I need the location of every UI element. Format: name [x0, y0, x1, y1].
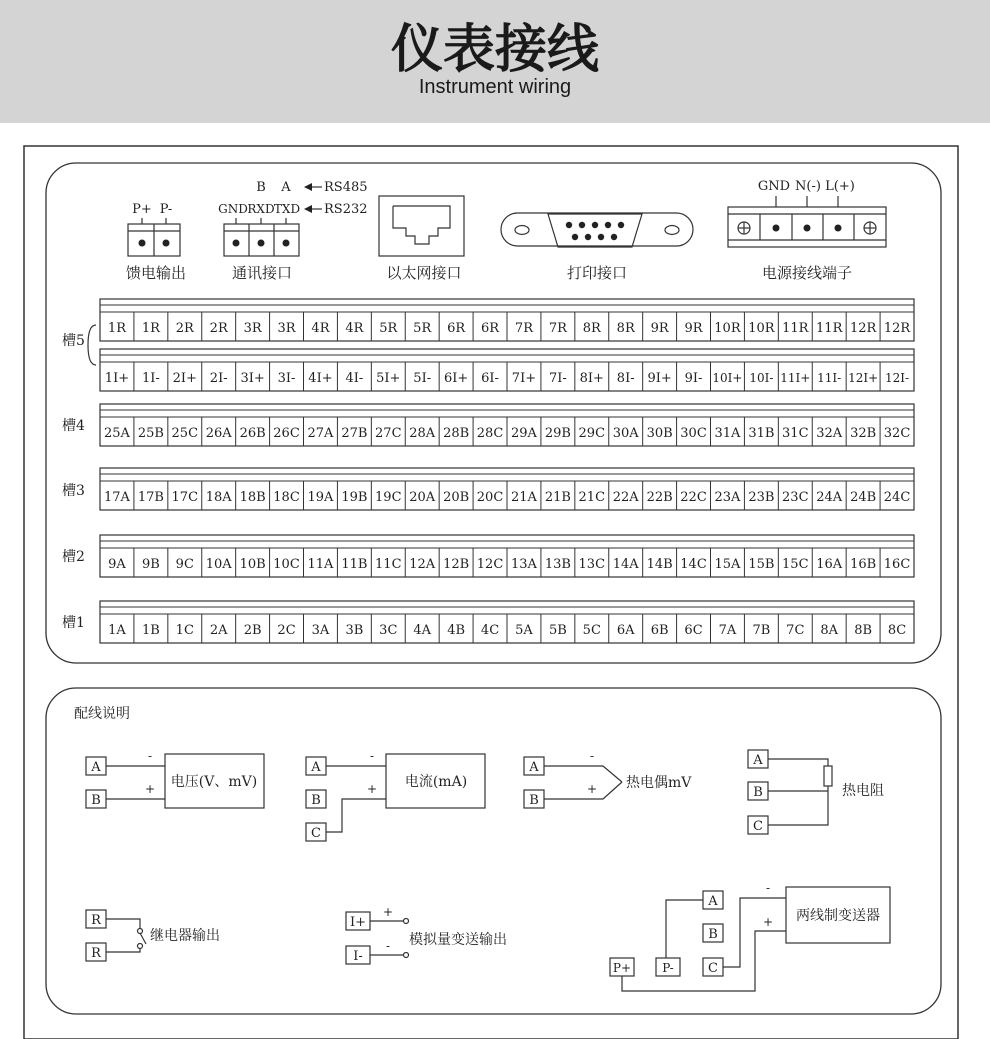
terminal-cell: 1I+: [104, 371, 130, 386]
slot-label: 槽3: [62, 483, 85, 499]
terminal-cell: 31C: [782, 426, 809, 441]
slot-label: 槽4: [62, 418, 85, 434]
terminal-cell: 8B: [854, 623, 873, 638]
terminal-cell: 12A: [409, 557, 436, 572]
terminal-cell: 10A: [205, 557, 232, 572]
terminal-cell: 1R: [141, 321, 160, 336]
svg-text:-: -: [369, 749, 375, 763]
terminal-cell: 6I-: [481, 371, 499, 386]
terminal-cell: 5C: [582, 623, 601, 638]
terminal-cell: 4R: [311, 321, 330, 336]
terminal-cell: 4A: [413, 623, 432, 638]
terminal-cell: 5I-: [413, 371, 432, 386]
slot-label: 槽1: [62, 615, 85, 631]
thermocouple-label: 热电偶mV: [626, 775, 692, 791]
terminal-cell: 12R: [883, 321, 911, 336]
terminal-cell: 24B: [850, 490, 877, 505]
pin-label: N(-): [795, 179, 821, 194]
svg-text:-: -: [147, 749, 153, 763]
terminal-cell: 3I-: [277, 371, 296, 386]
terminal-cell: 20A: [409, 490, 436, 505]
relay-label: 继电器输出: [150, 928, 220, 944]
pin-label: TXD: [273, 202, 301, 216]
terminal-cell: 7R: [514, 321, 533, 336]
terminal-label: A: [91, 760, 101, 775]
svg-text:C: C: [708, 961, 718, 976]
terminal-cell: 10B: [239, 557, 266, 572]
svg-text:-: -: [589, 749, 595, 763]
rs485-pin-b: B: [256, 180, 266, 195]
terminal-cell: 5I+: [376, 371, 401, 386]
terminal-cell: 23A: [714, 490, 741, 505]
svg-text:+: +: [586, 782, 598, 796]
terminal-cell: 12I-: [885, 371, 910, 385]
terminal-cell: 9R: [650, 321, 669, 336]
svg-text:A: A: [708, 894, 718, 909]
terminal-cell: 4I-: [345, 371, 364, 386]
terminal-cell: 4B: [447, 623, 466, 638]
terminal-cell: 5R: [413, 321, 432, 336]
voltage-label: 电压(V、mV): [170, 774, 258, 790]
rs485-pin-a: A: [281, 180, 291, 195]
terminal-cell: 11R: [816, 321, 843, 336]
legend-panel: [46, 688, 941, 1014]
terminal-cell: 11B: [341, 557, 368, 572]
rs485-label: RS485: [324, 180, 368, 195]
terminal-cell: 21C: [578, 490, 606, 505]
pin-label: P+: [132, 202, 152, 217]
terminal-cell: 4C: [480, 623, 500, 638]
terminal-cell: 30A: [612, 426, 639, 441]
terminal-cell: 7A: [718, 623, 737, 638]
terminal-cell: 25B: [137, 426, 164, 441]
terminal-cell: 7B: [752, 623, 771, 638]
terminal-cell: 10R: [714, 321, 741, 336]
terminal-cell: 25A: [103, 426, 130, 441]
terminal-cell: 11C: [375, 557, 402, 572]
rtd-wiring: [748, 750, 884, 834]
terminal-cell: 11I-: [817, 371, 842, 385]
terminal-cell: 30C: [680, 426, 707, 441]
terminal-cell: 10C: [273, 557, 300, 572]
terminal-strips: [62, 299, 914, 643]
terminal-cell: 30B: [646, 426, 673, 441]
terminal-cell: 10R: [748, 321, 775, 336]
svg-text:C: C: [753, 819, 763, 834]
terminal-cell: 14C: [680, 557, 707, 572]
terminal-cell: 26B: [239, 426, 266, 441]
terminal-cell: 1R: [107, 321, 126, 336]
terminal-cell: 18C: [273, 490, 300, 505]
svg-text:+: +: [762, 915, 774, 929]
terminal-cell: 8I+: [579, 371, 604, 386]
terminal-cell: 2B: [243, 623, 262, 638]
terminal-cell: 1A: [108, 623, 126, 638]
terminal-cell: 15B: [748, 557, 775, 572]
rtd-label: 热电阻: [842, 783, 884, 799]
terminal-cell: 20C: [476, 490, 504, 505]
terminal-cell: 12I+: [848, 371, 879, 385]
terminal-cell: 1I-: [141, 371, 160, 386]
terminal-cell: 9R: [684, 321, 703, 336]
terminal-cell: 32B: [850, 426, 877, 441]
terminal-cell: 13C: [578, 557, 606, 572]
terminal-cell: 24A: [816, 490, 843, 505]
relay-wiring: [86, 910, 220, 961]
svg-text:P+: P+: [612, 961, 632, 975]
terminal-cell: 3R: [277, 321, 296, 336]
terminal-cell: 19A: [307, 490, 334, 505]
pin-label: RXD: [247, 202, 275, 216]
svg-text:B: B: [311, 793, 321, 808]
terminal-cell: 7I+: [511, 371, 537, 386]
terminal-cell: 3R: [243, 321, 262, 336]
terminal-cell: 31B: [748, 426, 775, 441]
terminal-cell: 19B: [341, 490, 368, 505]
slot-label: 槽5: [62, 333, 85, 349]
svg-text:+: +: [366, 782, 378, 796]
terminal-cell: 22C: [680, 490, 707, 505]
terminal-cell: 3I+: [240, 371, 265, 386]
terminal-cell: 5B: [548, 623, 567, 638]
svg-text:B: B: [753, 785, 763, 800]
terminal-cell: 6R: [447, 321, 466, 336]
terminal-cell: 12B: [443, 557, 470, 572]
terminal-cell: 6B: [650, 623, 669, 638]
ethernet-port: [379, 196, 464, 282]
terminal-cell: 15C: [782, 557, 809, 572]
terminal-cell: 26A: [205, 426, 232, 441]
terminal-cell: 21B: [544, 490, 571, 505]
terminal-cell: 21A: [510, 490, 537, 505]
terminal-cell: 32A: [816, 426, 843, 441]
terminal-cell: 6C: [684, 623, 703, 638]
terminal-cell: 27C: [375, 426, 402, 441]
terminal-cell: 16B: [850, 557, 877, 572]
terminal-cell: 3B: [345, 623, 364, 638]
terminal-cell: 7C: [786, 623, 805, 638]
two-wire-transmitter-label: 两线制变送器: [796, 908, 880, 924]
terminal-cell: 9A: [108, 557, 126, 572]
terminal-cell: 29A: [510, 426, 537, 441]
terminal-cell: 11R: [782, 321, 809, 336]
terminal-cell: 2R: [209, 321, 228, 336]
rs232-label: RS232: [324, 202, 368, 217]
terminal-cell: 16C: [883, 557, 911, 572]
terminal-cell: 17B: [137, 490, 164, 505]
terminal-cell: 2A: [209, 623, 228, 638]
terminal-strip: [100, 601, 914, 643]
svg-text:-: -: [765, 881, 771, 895]
terminal-cell: 7R: [548, 321, 567, 336]
terminal-cell: 23B: [748, 490, 775, 505]
terminal-cell: 18A: [205, 490, 232, 505]
terminal-cell: 28C: [476, 426, 504, 441]
pin-label: L(+): [825, 179, 855, 194]
terminal-cell: 5A: [515, 623, 533, 638]
terminal-cell: 25C: [171, 426, 199, 441]
terminal-cell: 6A: [616, 623, 635, 638]
terminal-cell: 12C: [476, 557, 504, 572]
terminal-cell: 6I+: [443, 371, 469, 386]
svg-text:A: A: [529, 760, 539, 775]
comm-connector: [218, 180, 367, 282]
terminal-cell: 13A: [510, 557, 537, 572]
terminal-cell: 8A: [820, 623, 839, 638]
svg-text:I-: I-: [353, 949, 363, 964]
svg-text:B: B: [708, 927, 718, 942]
terminal-cell: 8R: [582, 321, 601, 336]
svg-text:B: B: [529, 793, 539, 808]
terminal-label: B: [91, 793, 101, 808]
pin-label: GND: [757, 179, 791, 194]
terminal-cell: 32C: [883, 426, 911, 441]
terminal-cell: 15A: [714, 557, 741, 572]
terminal-cell: 3A: [311, 623, 330, 638]
ethernet-label: 以太网接口: [386, 264, 462, 282]
terminal-cell: 12R: [849, 321, 877, 336]
terminal-cell: 7I-: [548, 371, 567, 386]
comm-interface-label: 通讯接口: [231, 264, 293, 282]
analog-output-wiring: [346, 905, 507, 964]
terminal-cell: 2R: [175, 321, 194, 336]
pin-label: P-: [159, 202, 173, 217]
terminal-cell: 28A: [409, 426, 436, 441]
terminal-cell: 29C: [578, 426, 606, 441]
terminal-cell: 27B: [341, 426, 368, 441]
terminal-strip: [100, 349, 914, 391]
power-terminal: [728, 179, 886, 282]
terminal-cell: 28B: [443, 426, 470, 441]
terminal-cell: 14B: [646, 557, 673, 572]
page-title: 仪表接线: [390, 20, 599, 80]
svg-text:+: +: [144, 782, 156, 796]
svg-text:R: R: [91, 913, 101, 928]
terminal-cell: 10I+: [712, 371, 743, 385]
terminal-cell: 9B: [141, 557, 160, 572]
terminal-cell: 20B: [443, 490, 470, 505]
terminal-strip: [100, 404, 914, 446]
thermocouple-wiring: [524, 749, 692, 808]
terminal-cell: 18B: [239, 490, 266, 505]
terminal-cell: 8C: [887, 623, 907, 638]
terminal-cell: 3C: [379, 623, 398, 638]
terminal-cell: 5R: [379, 321, 398, 336]
analog-output-label: 模拟量变送输出: [409, 932, 507, 948]
feed-output-connector: [126, 202, 186, 282]
slot-label: 槽2: [62, 549, 85, 565]
terminal-cell: 19C: [375, 490, 402, 505]
terminal-cell: 13B: [544, 557, 571, 572]
current-wiring: [306, 749, 485, 841]
terminal-cell: 2I-: [209, 371, 228, 386]
terminal-cell: 9I-: [684, 371, 703, 386]
pin-label: GND: [218, 202, 248, 216]
slot5-bracket: [88, 325, 96, 365]
terminal-cell: 27A: [307, 426, 334, 441]
terminal-cell: 14A: [612, 557, 639, 572]
terminal-cell: 6R: [481, 321, 500, 336]
terminal-cell: 2C: [277, 623, 296, 638]
terminal-cell: 1B: [141, 623, 160, 638]
power-terminal-label: 电源接线端子: [761, 264, 853, 282]
terminal-cell: 4R: [345, 321, 364, 336]
terminal-cell: 22A: [612, 490, 639, 505]
svg-text:A: A: [311, 760, 321, 775]
terminal-cell: 1C: [175, 623, 194, 638]
terminal-cell: 11I+: [780, 371, 811, 385]
terminal-strip: [100, 468, 914, 510]
page-subtitle: Instrument wiring: [418, 76, 572, 98]
svg-text:A: A: [753, 753, 763, 768]
svg-text:P-: P-: [662, 961, 674, 975]
feed-output-label: 馈电输出: [125, 264, 187, 282]
terminal-strip: [100, 535, 914, 577]
two-wire-transmitter-wiring: [610, 881, 890, 991]
terminal-cell: 22B: [646, 490, 673, 505]
terminal-cell: 26C: [273, 426, 300, 441]
terminal-cell: 9C: [175, 557, 194, 572]
voltage-wiring: [86, 749, 264, 808]
legend-title: 配线说明: [74, 706, 130, 722]
print-port: [501, 213, 693, 282]
terminal-cell: 8I-: [616, 371, 635, 386]
terminal-cell: 8R: [616, 321, 635, 336]
terminal-strip: [100, 299, 914, 341]
terminal-cell: 17C: [171, 490, 199, 505]
svg-text:+: +: [382, 905, 394, 919]
svg-text:I+: I+: [349, 915, 367, 930]
terminal-cell: 9I+: [647, 371, 672, 386]
print-label: 打印接口: [566, 264, 628, 282]
svg-text:R: R: [91, 946, 101, 961]
terminal-cell: 24C: [883, 490, 911, 505]
terminal-cell: 10I-: [749, 371, 774, 385]
terminal-cell: 29B: [544, 426, 571, 441]
svg-text:C: C: [311, 826, 321, 841]
terminal-cell: 16A: [816, 557, 843, 572]
terminal-cell: 23C: [782, 490, 809, 505]
terminal-cell: 31A: [714, 426, 741, 441]
svg-text:-: -: [385, 939, 391, 953]
terminal-cell: 17A: [103, 490, 130, 505]
terminal-cell: 4I+: [308, 371, 333, 386]
terminal-cell: 2I+: [172, 371, 197, 386]
current-label: 电流(mA): [404, 774, 468, 790]
terminal-cell: 11A: [307, 557, 334, 572]
